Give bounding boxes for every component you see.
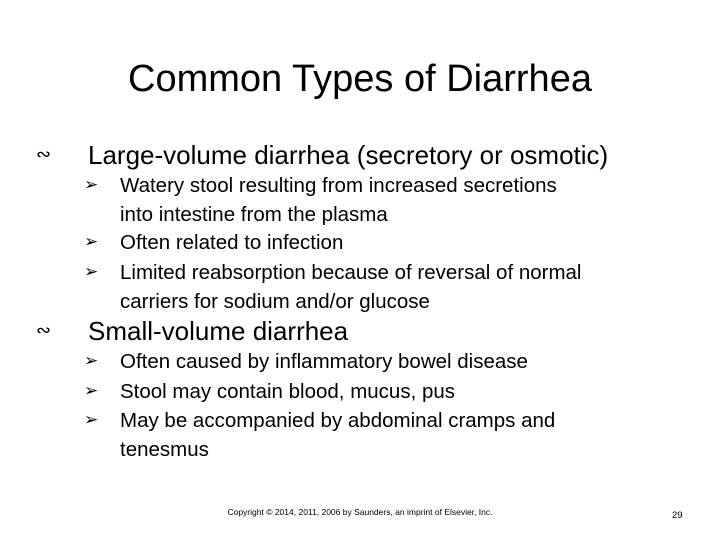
section-heading-small-volume: Small-volume diarrhea xyxy=(88,316,349,346)
list-item-line: Often caused by inflammatory bowel disease xyxy=(120,350,528,373)
list-item-line: Watery stool resulting from increased secretions xyxy=(120,174,557,197)
arrowhead-bullet-icon: ➢ xyxy=(84,381,99,401)
list-item-line: carriers for sodium and/or glucose xyxy=(120,290,430,313)
page-number: 29 xyxy=(672,510,683,521)
arrowhead-bullet-icon: ➢ xyxy=(84,262,99,282)
arrowhead-bullet-icon: ➢ xyxy=(84,351,99,371)
arrowhead-bullet-icon: ➢ xyxy=(84,232,99,252)
arrowhead-bullet-icon: ➢ xyxy=(84,410,99,430)
loop-bullet-icon: ∾ xyxy=(36,144,52,165)
list-item-line: Often related to infection xyxy=(120,231,344,254)
slide-title: Common Types of Diarrhea xyxy=(128,58,592,100)
copyright-footer: Copyright © 2014, 2011, 2006 by Saunders, an imprint of Elsevier, Inc. xyxy=(227,507,493,517)
arrowhead-bullet-icon: ➢ xyxy=(84,175,99,195)
section-heading-large-volume: Large-volume diarrhea (secretory or osmotic) xyxy=(88,140,609,170)
list-item-line: Limited reabsorption because of reversal of normal xyxy=(120,261,582,284)
list-item-line: into intestine from the plasma xyxy=(120,203,388,226)
list-item-line: tenesmus xyxy=(120,438,209,461)
loop-bullet-icon: ∾ xyxy=(36,320,52,341)
list-item-line: Stool may contain blood, mucus, pus xyxy=(120,380,456,403)
list-item-line: May be accompanied by abdominal cramps and xyxy=(120,409,556,432)
